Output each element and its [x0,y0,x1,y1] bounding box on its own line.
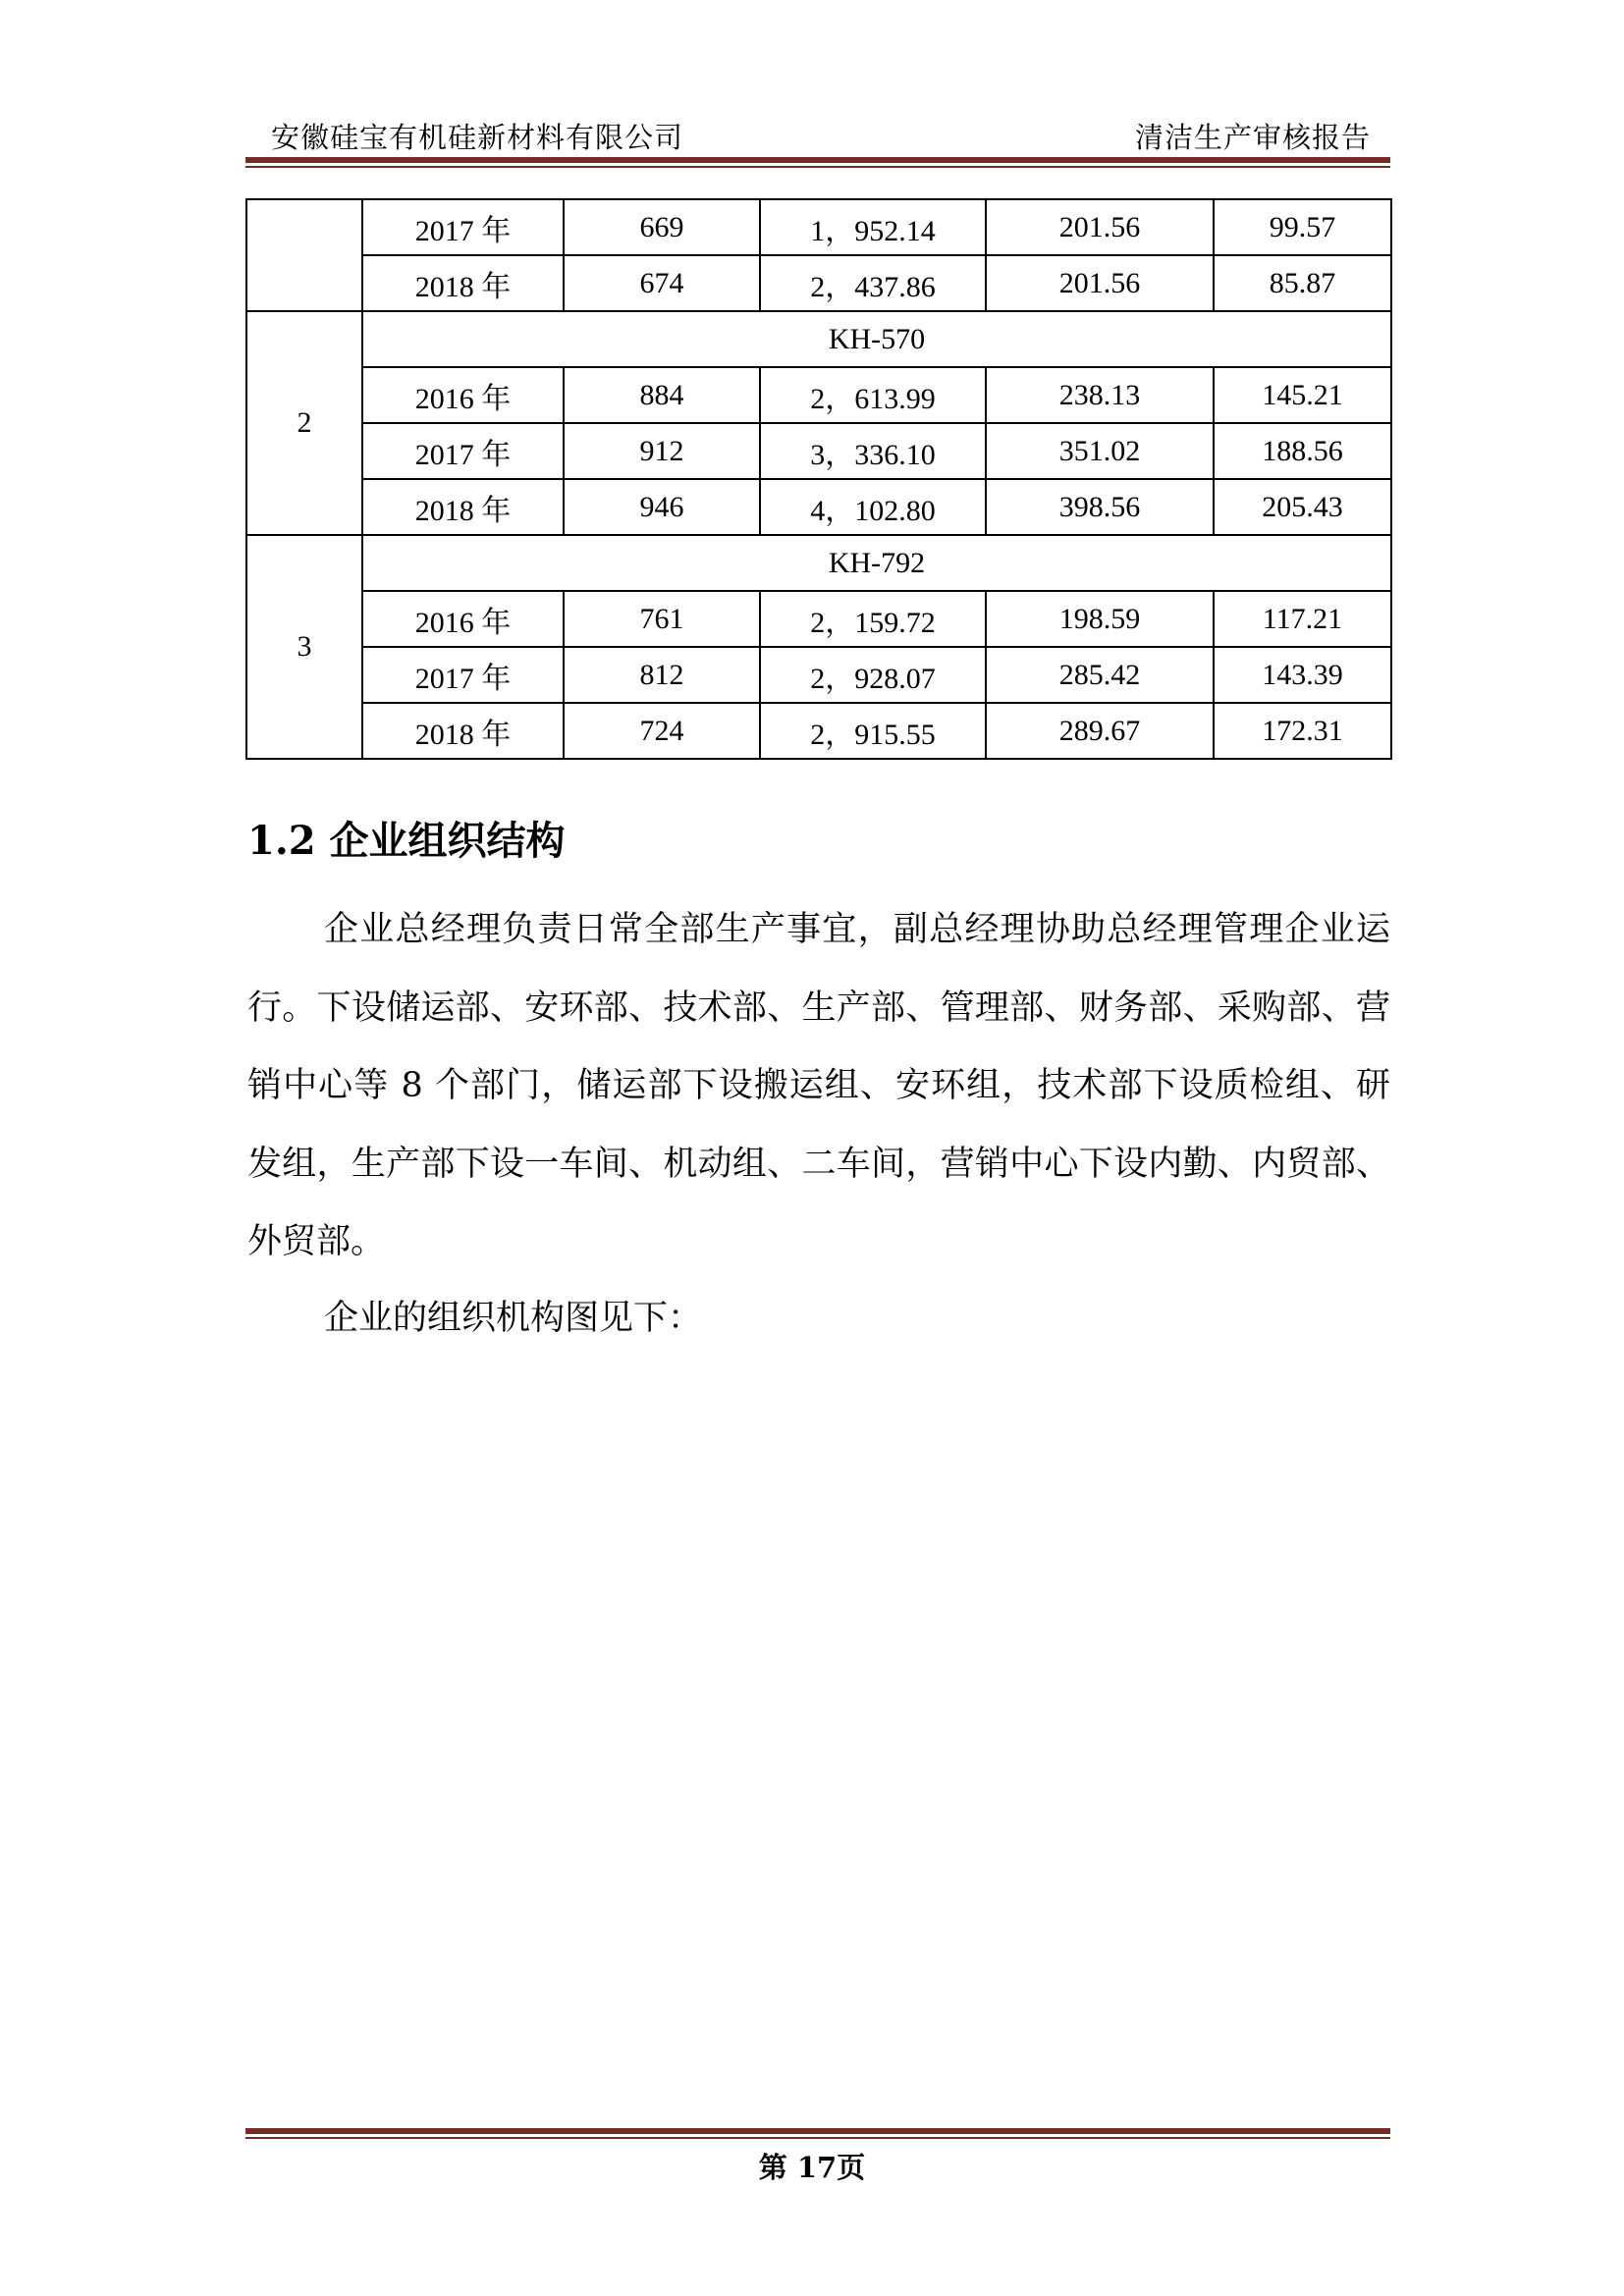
value-cell: 912 [564,423,760,479]
value-cell: 3，336.10 [760,423,986,479]
value-cell: 761 [564,591,760,647]
body-paragraph-figure-intro: 企业的组织机构图见下： [324,1299,703,1338]
index-cell: 2 [246,311,362,535]
table-row [246,591,1391,647]
value-cell: 145.21 [1214,367,1391,423]
value-cell: 205.43 [1214,479,1391,535]
value-cell: 238.13 [986,367,1214,423]
value-cell: 188.56 [1214,423,1391,479]
value-cell: 398.56 [986,479,1214,535]
value-cell: 674 [564,255,760,311]
product-name-cell: KH-792 [362,535,1391,591]
value-cell: 289.67 [986,703,1214,759]
value-cell: 2，613.99 [760,367,986,423]
year-cell: 2017 年 [362,423,564,479]
value-cell: 884 [564,367,760,423]
value-cell: 143.39 [1214,647,1391,703]
value-cell: 669 [564,199,760,255]
value-cell: 201.56 [986,199,1214,255]
header-rule [245,157,1390,168]
value-cell: 2，159.72 [760,591,986,647]
value-cell: 351.02 [986,423,1214,479]
table-row [246,535,1391,591]
value-cell: 285.42 [986,647,1214,703]
year-cell: 2018 年 [362,255,564,311]
value-cell: 2，437.86 [760,255,986,311]
value-cell: 1，952.14 [760,199,986,255]
header-report-title: 清洁生产审核报告 [1134,121,1371,154]
value-cell: 85.87 [1214,255,1391,311]
table-row [246,311,1391,367]
table-row [246,199,1391,255]
section-heading: 1.2 企业组织结构 [247,818,566,864]
header-company: 安徽硅宝有机硅新材料有限公司 [271,121,684,154]
year-cell: 2016 年 [362,367,564,423]
value-cell: 724 [564,703,760,759]
index-cell [246,199,362,311]
table-row [246,255,1391,311]
value-cell: 99.57 [1214,199,1391,255]
year-cell: 2017 年 [362,647,564,703]
value-cell: 201.56 [986,255,1214,311]
value-cell: 812 [564,647,760,703]
body-paragraph: 企业总经理负责日常全部生产事宜，副总经理协助总经理管理企业运行。下设储运部、安环部、技术部、生产部、管理部、财务部、采购部、营销中心等 8 个部门，储运部下设搬运组、安环组，技术部下设质检组、研发组，生产部下设一车间、机动组、二车间，营销中心下设内勤、内贸部、外贸部。 [247,910,1390,1261]
index-cell: 3 [246,535,362,759]
page-number: 第 17页 [758,2151,866,2184]
table-row [246,479,1391,535]
product-name-cell: KH-570 [362,311,1391,367]
year-cell: 2017 年 [362,199,564,255]
value-cell: 946 [564,479,760,535]
production-table [245,198,1392,760]
year-cell: 2016 年 [362,591,564,647]
value-cell: 117.21 [1214,591,1391,647]
table-row [246,423,1391,479]
value-cell: 2，928.07 [760,647,986,703]
year-cell: 2018 年 [362,479,564,535]
year-cell: 2018 年 [362,703,564,759]
value-cell: 4，102.80 [760,479,986,535]
value-cell: 2，915.55 [760,703,986,759]
footer-rule [245,2128,1390,2139]
table-row [246,367,1391,423]
table-row [246,647,1391,703]
table-row [246,703,1391,759]
value-cell: 198.59 [986,591,1214,647]
value-cell: 172.31 [1214,703,1391,759]
